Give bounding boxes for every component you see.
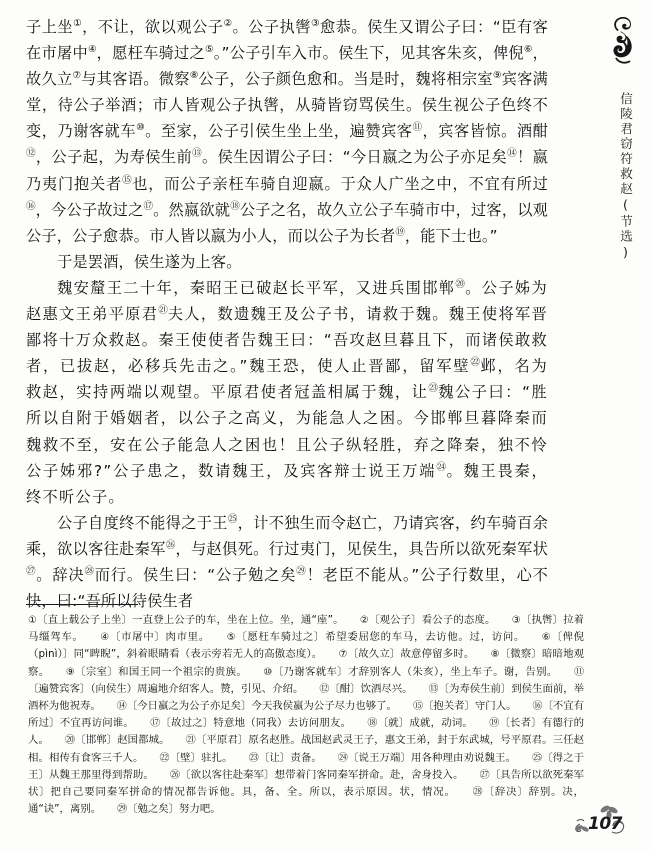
footnote-text: 〔勉之矣〕努力吧。 xyxy=(127,803,221,816)
footnote-item xyxy=(66,666,248,678)
footnote-number: ㉕ xyxy=(531,752,543,764)
footnote-text: 〔酣〕饮酒尽兴。 xyxy=(329,682,413,695)
footnote-number: ⑰ xyxy=(150,718,161,730)
footnote-item xyxy=(28,614,344,626)
footnote-number: ㉒ xyxy=(159,752,170,764)
footnote-marker[interactable]: ⑬ xyxy=(192,148,202,160)
footnote-text: 〔今日嬴之为公子亦足矣〕今天我侯嬴为公子尽力也够了。 xyxy=(126,700,397,713)
footnote-number: ① xyxy=(28,615,38,626)
footnote-item xyxy=(170,769,464,781)
footnote-marker[interactable]: ⑩ xyxy=(136,122,146,134)
footnote-text: 〔欲以客往赴秦军〕想带着门客同秦军拼命。赴，舍身投入。 xyxy=(180,768,464,781)
footnote-marker[interactable]: ⑰ xyxy=(143,200,154,212)
body-text xyxy=(26,14,548,614)
footnote-number: ⑥ xyxy=(541,632,552,644)
footnote-item xyxy=(226,631,525,643)
footnote-text: 〔微察〕暗暗地观察。 xyxy=(28,648,585,678)
footnote-number: ㉙ xyxy=(117,804,128,816)
footnote-marker[interactable]: ㉑ xyxy=(158,304,168,316)
footnote-number: ⑱ xyxy=(367,718,378,730)
footnote-item xyxy=(159,752,232,764)
footnote-marker[interactable]: ㉔ xyxy=(436,461,447,473)
footnote-number: ③ xyxy=(511,615,521,626)
footnote-text: 〔市屠中〕肉市里。 xyxy=(109,631,210,644)
footnote-number: ⑦ xyxy=(338,649,348,661)
footnote-text: 〔平原君〕原名赵胜。战国赵武灵王子，惠文王弟，封于东武城，号平原君。三任赵相。相传有食客三千人。 xyxy=(28,734,585,764)
footnote-number: ⑭ xyxy=(116,701,127,713)
footnote-text: 〔故久立〕故意停留多时。 xyxy=(347,648,475,661)
footnote-marker[interactable]: ⑮ xyxy=(122,174,133,186)
footnote-marker[interactable]: ① xyxy=(73,17,83,29)
footnote-item xyxy=(263,666,558,678)
footnote-text: 〔执辔〕拉着马缰驾车。 xyxy=(28,614,585,644)
footnote-item xyxy=(249,752,322,764)
footnote-list xyxy=(28,612,584,818)
footnote-text: 〔长者〕有德行的人。 xyxy=(28,717,585,747)
footnote-number: ㉔ xyxy=(337,752,349,764)
footnote-number: ㉗ xyxy=(479,769,490,781)
footnote-marker[interactable]: ⑯ xyxy=(26,200,36,212)
footnote-marker[interactable]: ③ xyxy=(311,17,320,29)
footnote-text: 〔就〕成就，动词。 xyxy=(377,717,474,730)
footnote-number: ④ xyxy=(99,632,110,644)
footnote-marker[interactable]: ㉒ xyxy=(470,357,481,369)
footnote-text: 〔俾倪（pìnì）〕同“睥睨”，斜着眼睛看（表示旁若无人的高傲态度）。 xyxy=(28,631,585,661)
footnote-text: 〔不宜有所过〕不宜再访问谁。 xyxy=(28,700,585,730)
footnote-item xyxy=(367,717,473,729)
footnote-item xyxy=(413,700,517,712)
running-head: 信陵君窃符救赵(节选) xyxy=(618,92,633,262)
footnote-marker[interactable]: ㉘ xyxy=(84,565,95,577)
footnote-number: ⑧ xyxy=(490,649,500,661)
footnote-number: ⑨ xyxy=(65,666,76,678)
footnote-text: 〔具告所以欲死秦军状〕把自己要同秦军拼命的情况都告诉他。具，备、全。所以，表示原因。状，情况。 xyxy=(28,768,585,799)
footnote-text: 〔为寿侯生前〕到侯生面前，举酒杯为他祝寿。 xyxy=(28,682,585,713)
footnote-marker[interactable]: ⑨ xyxy=(492,70,502,82)
footnote-number: ⑮ xyxy=(412,701,423,713)
footnote-item xyxy=(100,631,210,643)
footnote-item xyxy=(117,700,397,712)
footnote-marker[interactable]: ⑦ xyxy=(72,70,82,82)
footnote-divider xyxy=(26,604,138,605)
dragon-scroll-ornament-icon xyxy=(604,14,642,66)
footnote-marker[interactable]: ㉓ xyxy=(428,383,439,395)
footnote-marker[interactable]: ⑧ xyxy=(189,70,199,82)
page-number: 107 xyxy=(588,814,622,834)
footnote-item xyxy=(319,683,412,695)
footnote-text: 〔辞决〕辞别。决，通“诀”，离别。 xyxy=(28,786,585,816)
footnote-text: 〔宗室〕和国王同一个祖宗的贵族。 xyxy=(75,665,248,678)
footnote-number: ㉖ xyxy=(169,769,181,781)
footnote-item xyxy=(65,734,170,746)
footnote-marker[interactable]: ㉖ xyxy=(165,539,176,551)
footnote-number: ⑯ xyxy=(532,701,543,713)
footnote-marker[interactable]: ⑳ xyxy=(455,278,466,290)
footnote-marker[interactable]: ② xyxy=(223,17,233,29)
paragraph-1: 子上坐①，不让，欲以观公子②。公子执辔③愈恭。侯生又谓公子曰：“臣有客在市屠中④，愿枉车骑过之⑤。”公子引车入市。侯生下，见其客朱亥，俾倪⑥，故久立⑦与其客语。微察⑧公子，公子颜色愈和。当是时，魏将相宗室⑨宾客满堂，待公子举酒；市人皆观公子执辔，从骑皆窃骂侯生。侯生视公子色终不变，乃谢客就车⑩。至家，公子引侯生坐上坐，遍赞宾客⑪，宾客皆惊。酒酣⑫，公子起，为寿侯生前⑬。侯生因谓公子曰：“今日嬴之为公子亦足矣⑭！嬴乃夷门抱关者⑮也，而公子亲枉车骑自迎嬴。于众人广坐之中，不宜有所过⑯，今公子故过之⑰。然嬴欲就⑱公子之名，故久立公子车骑市中，过客，以观公子，公子愈恭。市人皆以嬴为小人，而以公子为长者⑲，能下士也。” xyxy=(26,17,549,245)
footnote-text: 〔邯郸〕赵国都城。 xyxy=(75,734,170,747)
footnote-text: 〔让〕责备。 xyxy=(258,751,322,764)
footnote-text: 〔得之于王〕从魏王那里得到帮助。 xyxy=(28,751,585,781)
footnote-text: 〔观公子〕看公子的态度。 xyxy=(368,614,496,626)
paragraph-4: 公子自度终不能得之于王$^㉕$，计不独生而令赵亡，乃请宾客，约车骑百余乘，欲以客往赴秦军$^㉖$，与赵俱死。行过夷门，见侯生，具告所以欲死秦军状$^㉗$。辞决$^㉘$而行。侯生曰：“公子勉之矣$^㉙$！老臣不能从。”公子行数里，心不快，曰:“吾所以待侯生者 xyxy=(26,513,549,611)
footnote-item xyxy=(360,614,496,626)
footnote-text: 〔遍赞宾客〕（向侯生）周遍地介绍客人。赞，引见、介绍。 xyxy=(28,682,304,695)
footnote-marker[interactable]: ④ xyxy=(87,44,97,56)
footnote-number: ② xyxy=(359,615,369,626)
footnote-text: 〔说王万端〕用各种理由劝说魏王。 xyxy=(348,751,516,764)
footnote-marker[interactable]: ⑱ xyxy=(230,200,240,212)
footnote-item xyxy=(150,717,351,729)
footnote-marker[interactable]: ⑫ xyxy=(26,148,36,160)
footnote-number: ⑬ xyxy=(428,683,439,695)
footnote-item xyxy=(338,648,474,660)
footnote-number: ⑳ xyxy=(65,735,76,747)
footnote-marker[interactable]: ㉙ xyxy=(296,565,307,577)
footnote-text: 〔直上载公子上坐〕一直登上公子的车，坐在上位。坐，通“座”。 xyxy=(37,614,344,626)
paragraph-3: 魏安釐王二十年，秦昭王已破赵长平军，又进兵围邯郸⑳。公子姊为赵惠文王弟平原君$^㉑$夫人，数遗魏王及公子书，请救于魏。魏王使将军晋鄙将十万众救赵。秦王使使者告魏王曰：“吾攻赵旦暮且下，而诸侯敢救者，已拔赵，必移兵先击之。”魏王恐，使人止晋鄙，留军壁$^㉒$邺，名为救赵，实持两端以观望。平原君使者冠盖相属于魏，让$^㉓$魏公子曰：“胜所以自附于婚姻者，以公子之高义，为能急人之困。今邯郸旦暮降秦而魏救不至，安在公子能急人之困也！且公子纵轻胜，弃之降秦，独不怜公子姊邪?”公子患之，数请魏王，及宾客辩士说王万端$^㉔$。魏王畏秦，终不听公子。 xyxy=(26,278,549,506)
footnote-marker[interactable]: ⑪ xyxy=(412,122,423,134)
footnote-text: 〔愿枉车骑过之〕希望委屈您的车马，去访他。过，访问。 xyxy=(236,631,526,644)
footnote-text: 〔壁〕驻扎。 xyxy=(169,751,233,764)
footnote-marker[interactable]: ⑤ xyxy=(205,44,214,56)
footnote-marker[interactable]: ㉗ xyxy=(26,565,37,577)
paragraph-2: 于是罢酒，侯生遂为上客。 xyxy=(57,252,242,271)
footnote-number: ⑤ xyxy=(225,632,237,644)
footnote-marker[interactable]: ⑲ xyxy=(395,226,405,238)
footnote-text: 〔抱关者〕守门人。 xyxy=(422,700,517,713)
footnote-marker[interactable]: ⑭ xyxy=(507,148,518,160)
footnote-marker[interactable]: ⑥ xyxy=(523,44,533,56)
footnote-marker[interactable]: ㉕ xyxy=(227,513,238,525)
footnote-number: ⑲ xyxy=(489,718,500,730)
footnote-number: ⑫ xyxy=(319,683,330,695)
footnote-number: ⑩ xyxy=(263,666,273,678)
footnote-number: ㉑ xyxy=(185,735,196,747)
footnote-item xyxy=(338,752,516,764)
footnote-text: 〔故过之〕特意地（同我）去访问朋友。 xyxy=(160,717,352,730)
footnote-text: 〔乃谢客就车〕才辞别客人（朱亥），坐上车子。谢，告别。 xyxy=(272,665,558,678)
footnote-number: ⑪ xyxy=(573,666,584,678)
footnote-item xyxy=(117,803,221,815)
footnote-number: ㉘ xyxy=(471,787,484,799)
footnote-number: ㉓ xyxy=(248,752,259,764)
